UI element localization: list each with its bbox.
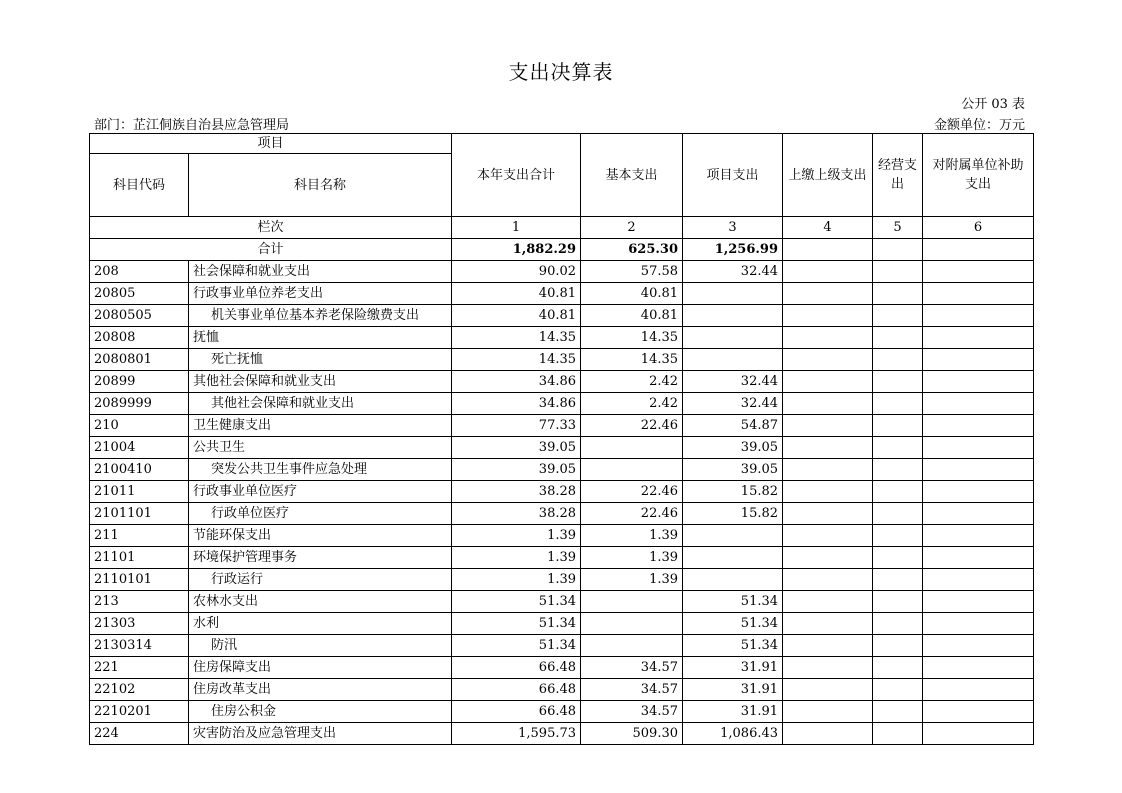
header-total: 本年支出合计 — [452, 134, 581, 217]
subject-code-cell: 2100410 — [90, 459, 189, 481]
operation-amount-cell — [873, 305, 923, 327]
total-amount-cell: 66.48 — [452, 679, 581, 701]
total-amount-cell: 38.28 — [452, 503, 581, 525]
upper-amount-cell — [783, 349, 873, 371]
department-label: 部门：芷江侗族自治县应急管理局 — [94, 118, 290, 133]
index-cell: 3 — [683, 217, 783, 239]
subject-name-cell: 住房公积金 — [189, 701, 452, 723]
header-subsidy: 对附属单位补助支出 — [923, 134, 1034, 217]
index-cell: 1 — [452, 217, 581, 239]
basic-amount-cell: 34.57 — [581, 657, 683, 679]
operation-amount-cell — [873, 723, 923, 745]
subject-name-cell: 水利 — [189, 613, 452, 635]
table-row — [90, 283, 1034, 305]
total-amount-cell: 51.34 — [452, 591, 581, 613]
subsidy-amount-cell — [923, 569, 1034, 591]
operation-amount-cell — [873, 657, 923, 679]
project-amount-cell: 32.44 — [683, 393, 783, 415]
table-row — [90, 305, 1034, 327]
basic-amount-cell — [581, 459, 683, 481]
subject-name-cell: 行政单位医疗 — [189, 503, 452, 525]
basic-amount-cell: 34.57 — [581, 679, 683, 701]
subject-code-cell: 21303 — [90, 613, 189, 635]
operation-amount-cell — [873, 481, 923, 503]
operation-amount-cell — [873, 525, 923, 547]
subject-name-cell: 社会保障和就业支出 — [189, 261, 452, 283]
table-row — [90, 261, 1034, 283]
project-amount-cell: 51.34 — [683, 591, 783, 613]
index-row — [90, 217, 1034, 239]
total-amount-cell: 1.39 — [452, 525, 581, 547]
basic-amount-cell: 57.58 — [581, 261, 683, 283]
subsidy-amount-cell — [923, 613, 1034, 635]
operation-amount-cell — [873, 701, 923, 723]
basic-amount-cell: 40.81 — [581, 305, 683, 327]
table-row — [90, 349, 1034, 371]
table-row — [90, 613, 1034, 635]
total-amount-cell: 34.86 — [452, 371, 581, 393]
basic-amount-cell: 22.46 — [581, 415, 683, 437]
table-row — [90, 701, 1034, 723]
upper-amount-cell — [783, 415, 873, 437]
subject-code-cell: 20805 — [90, 283, 189, 305]
total-amount-cell: 1.39 — [452, 547, 581, 569]
project-amount-cell: 31.91 — [683, 657, 783, 679]
header-project: 项目 — [90, 134, 452, 154]
subject-name-cell: 防汛 — [189, 635, 452, 657]
total-amount-cell: 39.05 — [452, 459, 581, 481]
subsidy-amount-cell — [923, 437, 1034, 459]
table-row — [90, 503, 1034, 525]
basic-amount-cell: 22.46 — [581, 481, 683, 503]
upper-amount-cell — [783, 327, 873, 349]
basic-amount-cell: 14.35 — [581, 327, 683, 349]
basic-amount-cell — [581, 635, 683, 657]
table-row — [90, 723, 1034, 745]
index-cell: 6 — [923, 217, 1034, 239]
subject-name-cell: 住房改革支出 — [189, 679, 452, 701]
table-row — [90, 393, 1034, 415]
subject-name-cell: 突发公共卫生事件应急处理 — [189, 459, 452, 481]
operation-amount-cell — [873, 569, 923, 591]
table-row — [90, 437, 1034, 459]
total-amount: 1,882.29 — [452, 239, 581, 261]
subsidy-amount-cell — [923, 547, 1034, 569]
basic-amount-cell: 22.46 — [581, 503, 683, 525]
total-amount-cell: 66.48 — [452, 701, 581, 723]
operation-amount-cell — [873, 261, 923, 283]
table-row — [90, 591, 1034, 613]
subject-name-cell: 灾害防治及应急管理支出 — [189, 723, 452, 745]
operation-amount-cell — [873, 613, 923, 635]
subject-code-cell: 208 — [90, 261, 189, 283]
basic-amount-cell — [581, 591, 683, 613]
basic-amount-cell: 14.35 — [581, 349, 683, 371]
total-amount-cell: 77.33 — [452, 415, 581, 437]
upper-amount-cell — [783, 371, 873, 393]
total-label: 合计 — [90, 239, 452, 261]
total-row — [90, 239, 1034, 261]
subject-name-cell: 行政事业单位养老支出 — [189, 283, 452, 305]
subject-name-cell: 其他社会保障和就业支出 — [189, 393, 452, 415]
index-cell: 5 — [873, 217, 923, 239]
upper-amount-cell — [783, 393, 873, 415]
subject-code-cell: 2101101 — [90, 503, 189, 525]
table-row — [90, 371, 1034, 393]
subject-name-cell: 卫生健康支出 — [189, 415, 452, 437]
operation-amount-cell — [873, 393, 923, 415]
operation-amount-cell — [873, 459, 923, 481]
subsidy-amount-cell — [923, 371, 1034, 393]
header-row-1 — [90, 134, 1034, 154]
subsidy-amount-cell — [923, 635, 1034, 657]
operation-amount-cell — [873, 349, 923, 371]
basic-amount-cell: 34.57 — [581, 701, 683, 723]
upper-amount-cell — [783, 591, 873, 613]
basic-amount-cell — [581, 437, 683, 459]
operation-amount-cell — [873, 679, 923, 701]
index-cell: 2 — [581, 217, 683, 239]
subsidy-amount-cell — [923, 349, 1034, 371]
upper-amount-cell — [783, 437, 873, 459]
subject-name-cell: 农林水支出 — [189, 591, 452, 613]
basic-amount-cell: 1.39 — [581, 525, 683, 547]
subsidy-amount-cell — [923, 525, 1034, 547]
table-row — [90, 635, 1034, 657]
subject-name-cell: 公共卫生 — [189, 437, 452, 459]
total-basic: 625.30 — [581, 239, 683, 261]
total-amount-cell: 14.35 — [452, 349, 581, 371]
subject-code-cell: 211 — [90, 525, 189, 547]
table-row — [90, 569, 1034, 591]
table-row — [90, 679, 1034, 701]
subject-code-cell: 221 — [90, 657, 189, 679]
header-code: 科目代码 — [90, 154, 189, 217]
subsidy-amount-cell — [923, 657, 1034, 679]
operation-amount-cell — [873, 635, 923, 657]
project-amount-cell: 32.44 — [683, 261, 783, 283]
total-amount-cell: 40.81 — [452, 305, 581, 327]
header-operation: 经营支出 — [873, 134, 923, 217]
project-amount-cell: 31.91 — [683, 679, 783, 701]
expenditure-table — [89, 133, 1034, 745]
total-amount-cell: 66.48 — [452, 657, 581, 679]
project-amount-cell: 51.34 — [683, 613, 783, 635]
subsidy-amount-cell — [923, 723, 1034, 745]
subject-code-cell: 2130314 — [90, 635, 189, 657]
subject-name-cell: 节能环保支出 — [189, 525, 452, 547]
subject-code-cell: 224 — [90, 723, 189, 745]
basic-amount-cell: 2.42 — [581, 393, 683, 415]
basic-amount-cell — [581, 613, 683, 635]
subject-name-cell: 环境保护管理事务 — [189, 547, 452, 569]
subsidy-amount-cell — [923, 305, 1034, 327]
total-upper — [783, 239, 873, 261]
subject-code-cell: 2110101 — [90, 569, 189, 591]
header-upper: 上缴上级支出 — [783, 134, 873, 217]
subject-code-cell: 21004 — [90, 437, 189, 459]
project-amount-cell: 32.44 — [683, 371, 783, 393]
total-amount-cell: 39.05 — [452, 437, 581, 459]
total-amount-cell: 14.35 — [452, 327, 581, 349]
subject-code-cell: 20899 — [90, 371, 189, 393]
upper-amount-cell — [783, 635, 873, 657]
page-title: 支出决算表 — [508, 60, 614, 84]
subsidy-amount-cell — [923, 415, 1034, 437]
project-amount-cell — [683, 327, 783, 349]
project-amount-cell: 51.34 — [683, 635, 783, 657]
project-amount-cell — [683, 569, 783, 591]
header-project-expense: 项目支出 — [683, 134, 783, 217]
index-label: 栏次 — [90, 217, 452, 239]
header-name: 科目名称 — [189, 154, 452, 217]
total-project: 1,256.99 — [683, 239, 783, 261]
subject-code-cell: 2210201 — [90, 701, 189, 723]
subsidy-amount-cell — [923, 591, 1034, 613]
upper-amount-cell — [783, 525, 873, 547]
amount-unit-label: 金额单位：万元 — [933, 118, 1025, 133]
subject-code-cell: 2089999 — [90, 393, 189, 415]
operation-amount-cell — [873, 327, 923, 349]
table-row — [90, 481, 1034, 503]
subject-code-cell: 2080801 — [90, 349, 189, 371]
table-row — [90, 547, 1034, 569]
upper-amount-cell — [783, 679, 873, 701]
subject-code-cell: 21011 — [90, 481, 189, 503]
total-amount-cell: 34.86 — [452, 393, 581, 415]
operation-amount-cell — [873, 437, 923, 459]
subject-code-cell: 22102 — [90, 679, 189, 701]
project-amount-cell: 1,086.43 — [683, 723, 783, 745]
subsidy-amount-cell — [923, 459, 1034, 481]
subject-name-cell: 住房保障支出 — [189, 657, 452, 679]
upper-amount-cell — [783, 613, 873, 635]
total-amount-cell: 51.34 — [452, 635, 581, 657]
total-operation — [873, 239, 923, 261]
table-row — [90, 459, 1034, 481]
subsidy-amount-cell — [923, 679, 1034, 701]
header-basic: 基本支出 — [581, 134, 683, 217]
subsidy-amount-cell — [923, 481, 1034, 503]
operation-amount-cell — [873, 547, 923, 569]
subsidy-amount-cell — [923, 393, 1034, 415]
project-amount-cell — [683, 547, 783, 569]
total-amount-cell: 51.34 — [452, 613, 581, 635]
upper-amount-cell — [783, 503, 873, 525]
basic-amount-cell: 509.30 — [581, 723, 683, 745]
subsidy-amount-cell — [923, 261, 1034, 283]
project-amount-cell — [683, 349, 783, 371]
upper-amount-cell — [783, 459, 873, 481]
upper-amount-cell — [783, 723, 873, 745]
project-amount-cell: 39.05 — [683, 437, 783, 459]
operation-amount-cell — [873, 591, 923, 613]
total-subsidy — [923, 239, 1034, 261]
project-amount-cell — [683, 525, 783, 547]
upper-amount-cell — [783, 305, 873, 327]
upper-amount-cell — [783, 701, 873, 723]
project-amount-cell: 31.91 — [683, 701, 783, 723]
upper-amount-cell — [783, 547, 873, 569]
total-amount-cell: 38.28 — [452, 481, 581, 503]
table-row — [90, 327, 1034, 349]
project-amount-cell — [683, 305, 783, 327]
subsidy-amount-cell — [923, 701, 1034, 723]
subsidy-amount-cell — [923, 327, 1034, 349]
table-row — [90, 657, 1034, 679]
subject-name-cell: 抚恤 — [189, 327, 452, 349]
subject-name-cell: 死亡抚恤 — [189, 349, 452, 371]
project-amount-cell: 15.82 — [683, 481, 783, 503]
total-amount-cell: 40.81 — [452, 283, 581, 305]
subject-name-cell: 行政事业单位医疗 — [189, 481, 452, 503]
table-body — [90, 134, 1034, 745]
upper-amount-cell — [783, 569, 873, 591]
upper-amount-cell — [783, 657, 873, 679]
operation-amount-cell — [873, 503, 923, 525]
project-amount-cell — [683, 283, 783, 305]
basic-amount-cell: 2.42 — [581, 371, 683, 393]
upper-amount-cell — [783, 261, 873, 283]
basic-amount-cell: 1.39 — [581, 547, 683, 569]
form-number: 公开 03 表 — [961, 97, 1025, 112]
operation-amount-cell — [873, 371, 923, 393]
total-amount-cell: 90.02 — [452, 261, 581, 283]
table-row — [90, 525, 1034, 547]
subject-name-cell: 行政运行 — [189, 569, 452, 591]
project-amount-cell: 54.87 — [683, 415, 783, 437]
subject-code-cell: 2080505 — [90, 305, 189, 327]
subject-code-cell: 210 — [90, 415, 189, 437]
index-cell: 4 — [783, 217, 873, 239]
subject-code-cell: 21101 — [90, 547, 189, 569]
subsidy-amount-cell — [923, 283, 1034, 305]
subsidy-amount-cell — [923, 503, 1034, 525]
total-amount-cell: 1.39 — [452, 569, 581, 591]
subject-name-cell: 其他社会保障和就业支出 — [189, 371, 452, 393]
total-amount-cell: 1,595.73 — [452, 723, 581, 745]
basic-amount-cell: 40.81 — [581, 283, 683, 305]
operation-amount-cell — [873, 283, 923, 305]
project-amount-cell: 39.05 — [683, 459, 783, 481]
project-amount-cell: 15.82 — [683, 503, 783, 525]
operation-amount-cell — [873, 415, 923, 437]
upper-amount-cell — [783, 481, 873, 503]
subject-code-cell: 213 — [90, 591, 189, 613]
subject-name-cell: 机关事业单位基本养老保险缴费支出 — [189, 305, 452, 327]
table-row — [90, 415, 1034, 437]
upper-amount-cell — [783, 283, 873, 305]
subject-code-cell: 20808 — [90, 327, 189, 349]
basic-amount-cell: 1.39 — [581, 569, 683, 591]
